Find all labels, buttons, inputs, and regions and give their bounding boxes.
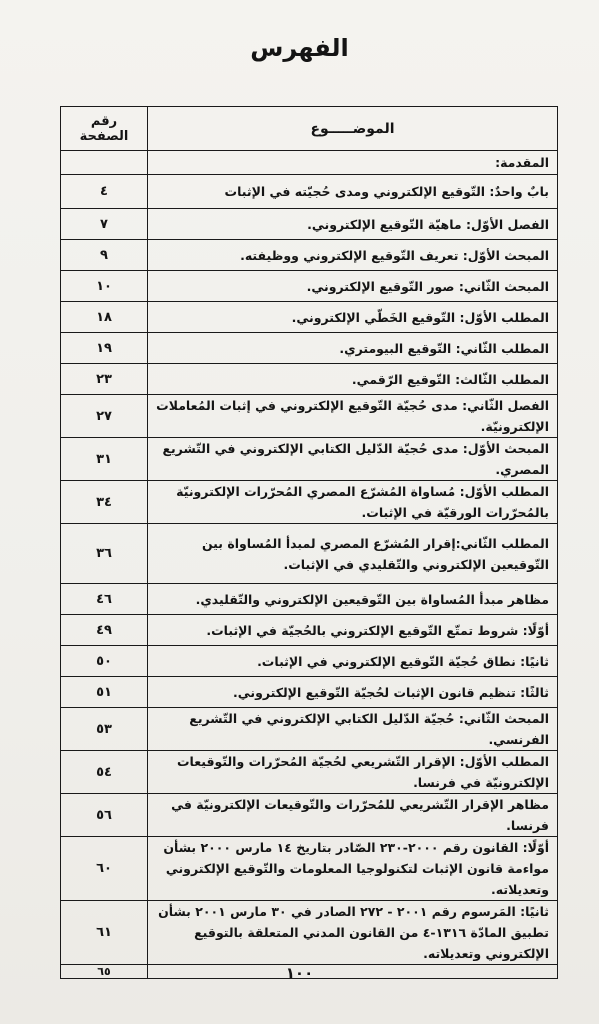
toc-page: ٤٩ (61, 615, 148, 646)
toc-row (61, 240, 558, 271)
toc-topic: ثانيًا: نطاق حُجيّة التّوقيع الإلكتروني في الإثبات. (148, 646, 558, 677)
toc-row-intro (61, 151, 558, 175)
toc-row (61, 209, 558, 240)
toc-page: ٦٠ (61, 837, 148, 901)
header-page-number: رقم الصفحة (61, 107, 148, 151)
toc-row (61, 584, 558, 615)
toc-topic: المطلب الأوّل: الإقرار التّشريعي لحُجيّة المُحرّرات والتّوقيعات الإلكترونيّة في فرنسا. (148, 751, 558, 794)
toc-page: ٢٣ (61, 364, 148, 395)
toc-page: ٣٦ (61, 524, 148, 584)
toc-row (61, 175, 558, 209)
toc-row (61, 524, 558, 584)
toc-table (60, 106, 558, 979)
toc-row (61, 302, 558, 333)
toc-page: ٥٤ (61, 751, 148, 794)
toc-page: ١٠ (61, 271, 148, 302)
toc-page: ٣١ (61, 438, 148, 481)
page-number: ١٠٠ (285, 964, 314, 982)
toc-page: ٥١ (61, 677, 148, 708)
toc-topic: الفصل الثّاني: مدى حُجيّة التّوقيع الإلكتروني في إثبات المُعاملات الإلكترونيّة. (148, 395, 558, 438)
toc-topic: الفصل الأوّل: ماهيّة التّوقيع الإلكتروني. (148, 209, 558, 240)
toc-row (61, 481, 558, 524)
toc-topic: ثالثًا: تنظيم قانون الإثبات لحُجيّة التّوقيع الإلكتروني. (148, 677, 558, 708)
toc-row (61, 837, 558, 901)
toc-topic: ثانيًا: المَرسوم رقم ٢٠٠١ - ٢٧٢ الصادر في ٣٠ مارس ٢٠٠١ بشأن تطبيق المادّة ١٣١٦-٤ من القانون المدني المتعلقة بالتوقيع الإلكتروني وتعديلاته. (148, 901, 558, 965)
toc-row (61, 395, 558, 438)
intro-label: المقدمة: (148, 151, 558, 175)
toc-topic: أوّلًا: شروط تمتّع التّوقيع الإلكتروني بالحُجيّة في الإثبات. (148, 615, 558, 646)
toc-page: ٧ (61, 209, 148, 240)
toc-row (61, 364, 558, 395)
toc-row (61, 677, 558, 708)
toc-topic: أوّلًا: القانون رقم ٢٠٠٠-٢٣٠ الصّادر بتاريخ ١٤ مارس ٢٠٠٠ بشأن مواءمة قانون الإثبات لتكنولوجيا المعلومات والتّوقيع الإلكتروني وتعديلاته. (148, 837, 558, 901)
toc-topic: مظاهر الإقرار التّشريعي للمُحرّرات والتّوقيعات الإلكترونيّة في فرنسا. (148, 794, 558, 837)
page-number-cell (61, 151, 148, 175)
toc-topic: مظاهر مبدأ المُساواة بين التّوقيعين الإلكتروني والتّقليدي. (148, 584, 558, 615)
toc-topic: المبحث الأوّل: مدى حُجيّة الدّليل الكتابي الإلكتروني في التّشريع المصري. (148, 438, 558, 481)
toc-topic: المبحث الثّاني: حُجيّة الدّليل الكتابي الإلكتروني في التّشريع الفرنسي. (148, 708, 558, 751)
toc-row (61, 901, 558, 965)
toc-topic: المبحث الأوّل: تعريف التّوقيع الإلكتروني ووظيفته. (148, 240, 558, 271)
toc-page: ٥٦ (61, 794, 148, 837)
toc-row (61, 794, 558, 837)
toc-row (61, 271, 558, 302)
toc-page: ٦٥ (61, 965, 148, 979)
header-topic: الموضـــــوع (148, 107, 558, 151)
toc-topic: المطلب الأوّل: التّوقيع الخَطّي الإلكتروني. (148, 302, 558, 333)
toc-row (61, 646, 558, 677)
toc-topic: المطلب الثّالث: التّوقيع الرّقمي. (148, 364, 558, 395)
toc-row (61, 333, 558, 364)
toc-topic: المطلب الثّاني: التّوقيع البيومتري. (148, 333, 558, 364)
toc-row (61, 438, 558, 481)
page-title: الفهرس (250, 34, 349, 62)
toc-page: ٣٤ (61, 481, 148, 524)
toc-page: ٤٦ (61, 584, 148, 615)
toc-page: ٢٧ (61, 395, 148, 438)
toc-page: ٦١ (61, 901, 148, 965)
toc-page: ١٨ (61, 302, 148, 333)
toc-topic: المطلب الثّاني:إقرار المُشرّع المصري لمبدأ المُساواة بين التّوقيعين الإلكتروني والتّقليدي في الإثبات. (148, 524, 558, 584)
toc-page: ٥٣ (61, 708, 148, 751)
toc-page: ٤ (61, 175, 148, 209)
toc-topic: المبحث الثّاني: صور التّوقيع الإلكتروني. (148, 271, 558, 302)
toc-page: ٥٠ (61, 646, 148, 677)
toc-topic: المطلب الأوّل: مُساواة المُشرّع المصري المُحرّرات الإلكترونيّة بالمُحرّرات الورقيّة في الإثبات. (148, 481, 558, 524)
toc-row (61, 615, 558, 646)
toc-header-row (61, 107, 558, 151)
toc-row (61, 751, 558, 794)
toc-row (61, 708, 558, 751)
toc-page: ١٩ (61, 333, 148, 364)
toc-page: ٩ (61, 240, 148, 271)
toc-topic: بابٌ واحدٌ: التّوقيع الإلكتروني ومدى حُجيّته في الإثبات (148, 175, 558, 209)
